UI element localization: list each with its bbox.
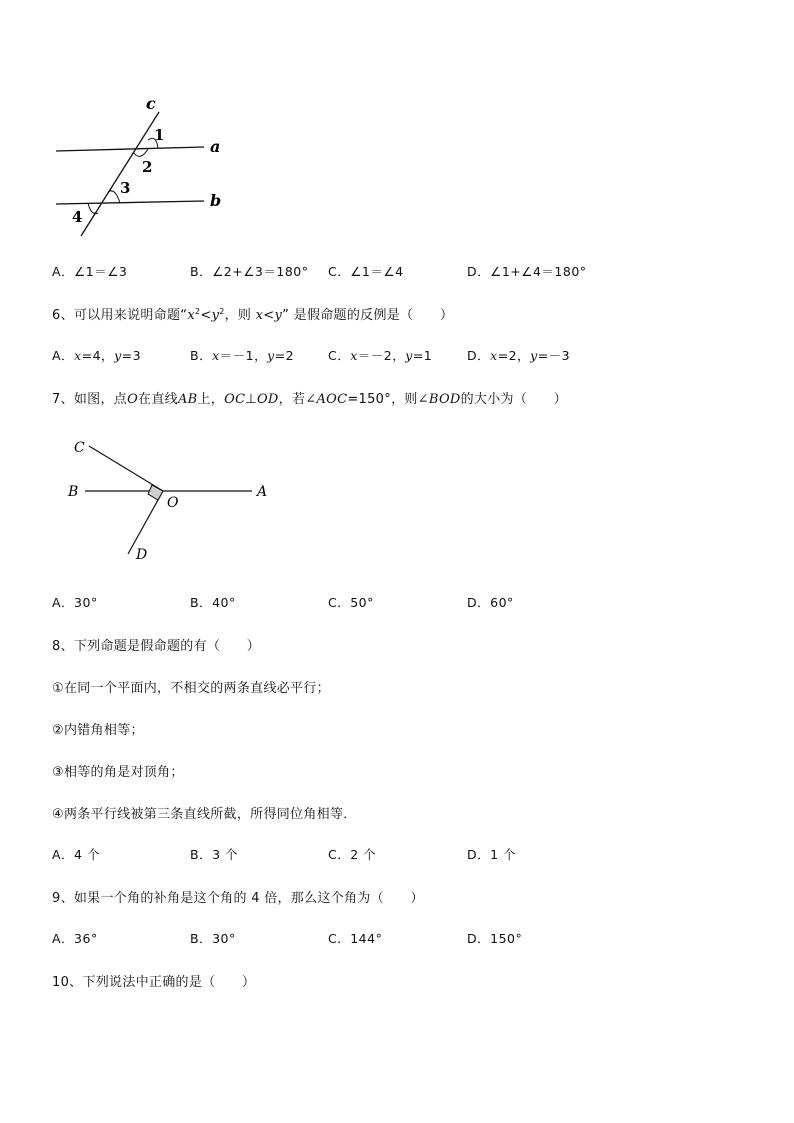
q6-var-x2: x [255, 308, 264, 323]
var-x: x [74, 348, 82, 363]
y-value: =－3 [537, 348, 571, 363]
option-label: D． [467, 348, 491, 363]
var-y: y [530, 348, 538, 363]
q7-point-o: O [127, 392, 139, 407]
option-label: A． [52, 348, 75, 363]
q8-item-1: ①在同一个平面内，不相交的两条直线必平行； [52, 681, 330, 696]
label-A: A [257, 484, 268, 500]
q5-option-c: C．∠1＝∠4 [328, 264, 404, 279]
q7-option-d: D．60° [467, 595, 514, 610]
q9-option-d: D．150° [467, 931, 523, 946]
q6-close-quote: ” [282, 308, 290, 323]
x-value: =2， [497, 348, 531, 363]
x-value: ＝－1， [219, 348, 268, 363]
var-y: y [114, 348, 122, 363]
label-a: a [210, 137, 221, 156]
q7-option-c: C．50° [328, 595, 374, 610]
q5-option-a: A．∠1＝∠3 [52, 264, 128, 279]
q7-text-1: 7、如图，点 [52, 392, 128, 407]
y-value: =3 [121, 348, 142, 363]
q8-item-4: ④两条平行线被第三条直线所截，所得同位角相等． [52, 807, 357, 822]
label-2: 2 [142, 158, 153, 176]
q6-less-than: < [200, 308, 212, 323]
y-value: =1 [412, 348, 433, 363]
option-label: B． [190, 348, 213, 363]
q8-stem: 8、下列命题是假命题的有（ ） [52, 639, 261, 654]
angle-3-arc [108, 191, 120, 203]
q7-text-5: ，则 [391, 392, 418, 407]
q7-text-3: 上， [197, 392, 225, 407]
q9-option-c: C．144° [328, 931, 383, 946]
label-1: 1 [154, 126, 165, 144]
q6-exp-x: 2 [194, 307, 201, 316]
q6-var-y: y [211, 308, 220, 323]
var-x: x [490, 348, 498, 363]
line-a [56, 147, 204, 151]
q7-option-b: B．40° [190, 595, 236, 610]
q8-option-c: C．2 个 [328, 847, 377, 862]
label-C: C [74, 440, 85, 456]
y-value: =2 [274, 348, 295, 363]
var-y: y [405, 348, 413, 363]
q8-option-b: B．3 个 [190, 847, 239, 862]
q7-angle-bod: ∠BOD [417, 392, 461, 407]
q6-less-than-2: < [263, 308, 275, 323]
q7-eq150: =150° [347, 392, 392, 407]
q7-line-ab: AB [177, 392, 198, 407]
q8-option-d: D．1 个 [467, 847, 517, 862]
var-x: x [350, 348, 358, 363]
ray-od [128, 491, 163, 554]
line-b [56, 201, 204, 204]
q6-var-y2: y [274, 308, 283, 323]
q6-then: ，则 [224, 308, 256, 323]
q6-var-x: x [187, 308, 195, 323]
label-c: c [146, 94, 156, 113]
q8-item-3: ③相等的角是对顶角； [52, 765, 184, 780]
right-angle-mark [148, 485, 163, 500]
parallel-lines-figure [48, 92, 238, 242]
ray-oc [89, 446, 163, 491]
q6-option-c [328, 346, 432, 364]
q5-option-d: D．∠1+∠4＝180° [467, 264, 587, 279]
q7-angle-aoc: ∠AOC [305, 392, 348, 407]
q6-stem [52, 304, 453, 323]
q5-option-b: B．∠2+∠3＝180° [190, 264, 309, 279]
label-3: 3 [120, 179, 131, 197]
q7-ray-od: OD [256, 392, 279, 407]
q7-text-2: 在直线 [138, 392, 178, 407]
q7-text-4: ，若 [278, 392, 306, 407]
angle-figure [60, 436, 280, 566]
q6-open-quote: “ [180, 308, 188, 323]
q10-stem: 10、下列说法中正确的是（ ） [52, 975, 256, 990]
label-4: 4 [72, 208, 83, 226]
label-B: B [68, 484, 79, 500]
q7-option-a: A．30° [52, 595, 98, 610]
q6-option-d [467, 346, 570, 364]
q9-option-b: B．30° [190, 931, 236, 946]
q7-ray-oc: OC [224, 392, 246, 407]
x-value: =4， [81, 348, 115, 363]
label-D: D [136, 547, 148, 563]
var-x: x [212, 348, 220, 363]
q8-item-2: ②内错角相等； [52, 723, 144, 738]
q9-option-a: A．36° [52, 931, 98, 946]
q7-perp: ⊥ [245, 392, 257, 407]
q6-prefix: 6、可以用来说明命题 [52, 308, 181, 323]
q6-suffix: 是假命题的反例是（ ） [293, 308, 454, 323]
var-y: y [267, 348, 275, 363]
q6-exp-y: 2 [219, 307, 225, 316]
label-b: b [210, 191, 222, 210]
label-O: O [167, 495, 179, 511]
q6-option-a [52, 346, 141, 364]
q7-text-6: 的大小为（ ） [460, 392, 568, 407]
q8-option-a: A．4 个 [52, 847, 100, 862]
q6-option-b [190, 346, 294, 364]
q7-stem [52, 388, 567, 407]
x-value: ＝－2， [357, 348, 406, 363]
q9-stem: 9、如果一个角的补角是这个角的 4 倍，那么这个角为（ ） [52, 891, 424, 906]
option-label: C． [328, 348, 351, 363]
